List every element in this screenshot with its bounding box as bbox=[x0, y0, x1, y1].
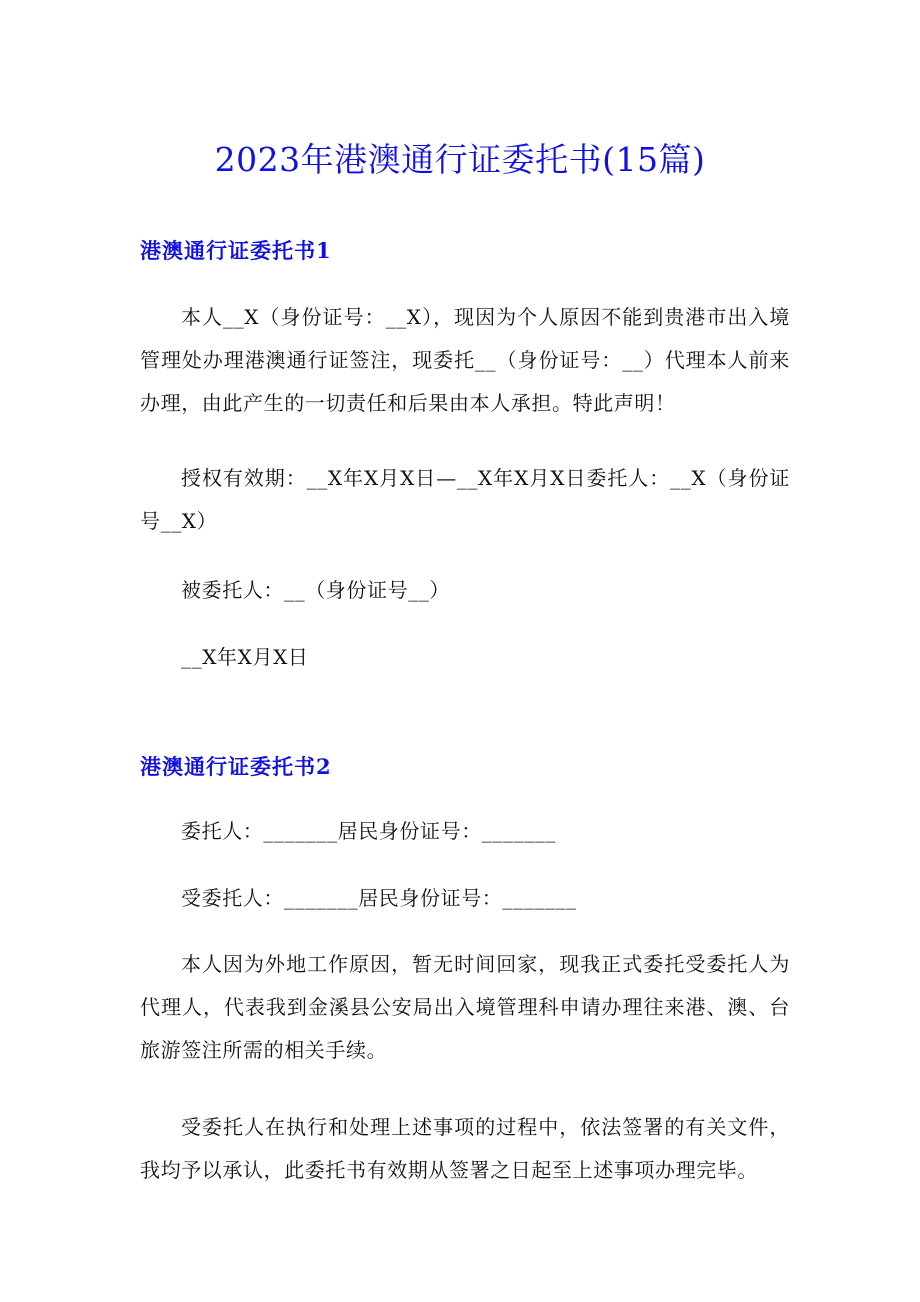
section-1-paragraph-3: 被委托人：__（身份证号__） bbox=[181, 578, 450, 602]
section-1-paragraph-1: 本人__X（身份证号：__X），现因为个人原因不能到贵港市出入境管理处办理港澳通行证签注，现委托__（身份证号：__）代理本人前来办理，由此产生的一切责任和后果由本人承担。特此声明！ bbox=[140, 305, 790, 415]
document-title: 2023年港澳通行证委托书(15篇) bbox=[214, 140, 706, 179]
section-2-paragraph-1: 委托人：_______居民身份证号：_______ bbox=[181, 819, 556, 843]
section-heading-2: 港澳通行证委托书2 bbox=[140, 754, 332, 779]
section-1-paragraph-2: 授权有效期：__X年X月X日—__X年X月X日委托人：__X（身份证号__X） bbox=[140, 466, 790, 533]
section-heading-1: 港澳通行证委托书1 bbox=[140, 238, 332, 263]
section-2-paragraph-3: 本人因为外地工作原因，暂无时间回家，现我正式委托受委托人为代理人，代表我到金溪县公安局出入境管理科申请办理往来港、澳、台旅游签注所需的相关手续。 bbox=[140, 952, 790, 1062]
section-2-paragraph-2: 受委托人：_______居民身份证号：_______ bbox=[181, 886, 577, 910]
section-1-paragraph-4: __X年X月X日 bbox=[181, 645, 309, 669]
section-2-paragraph-4: 受委托人在执行和处理上述事项的过程中，依法签署的有关文件，我均予以承认，此委托书有效期从签署之日起至上述事项办理完毕。 bbox=[140, 1115, 790, 1182]
